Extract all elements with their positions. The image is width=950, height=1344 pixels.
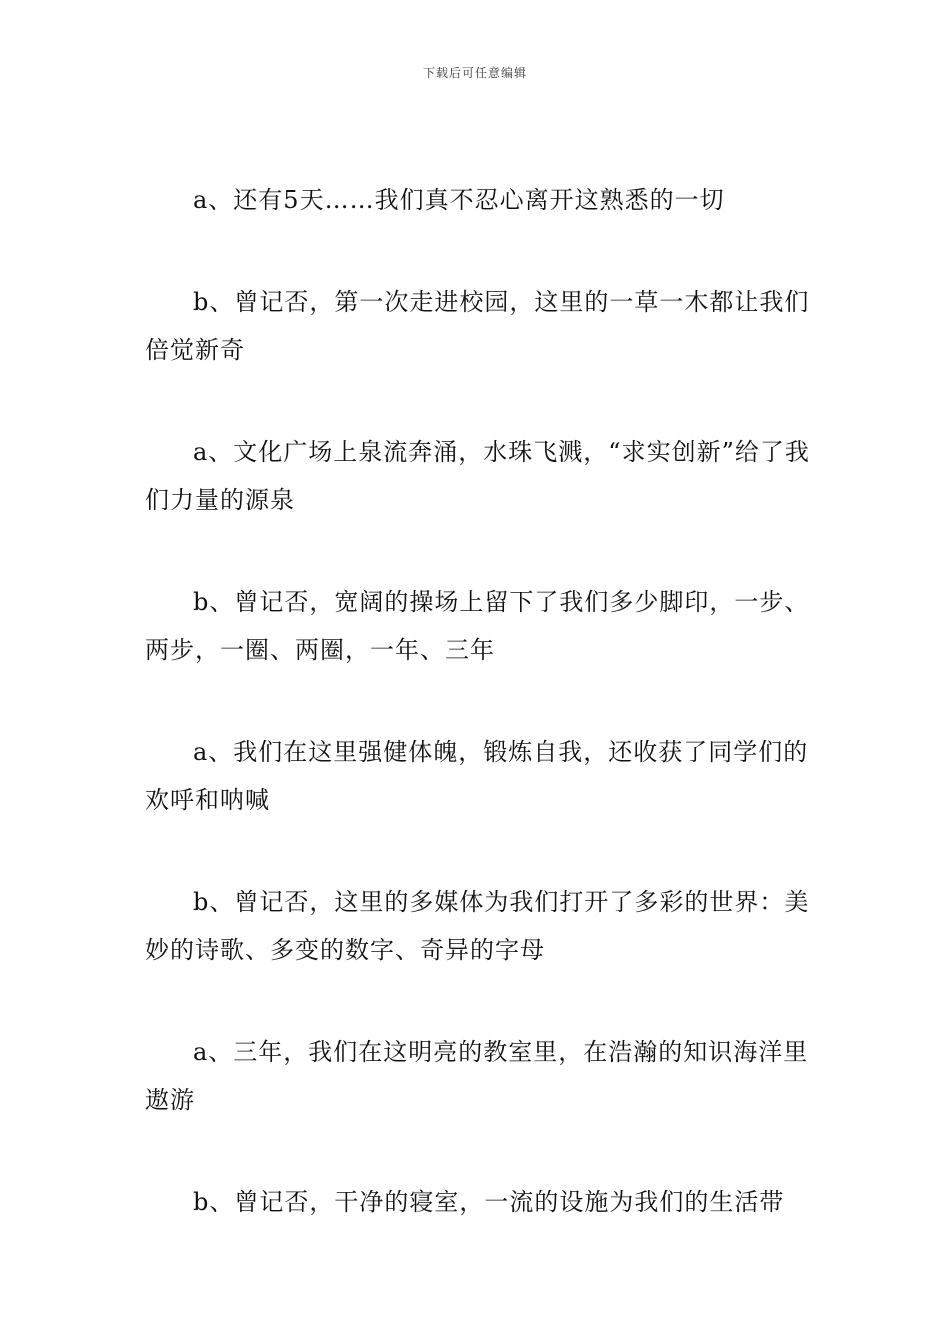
- paragraph-8: b、曾记否，干净的寝室，一流的设施为我们的生活带: [193, 1188, 785, 1216]
- paragraph-2: b、曾记否，第一次走进校园，这里的一草一木都让我们倍觉新奇: [145, 288, 810, 364]
- page-header: 下载后可任意编辑: [422, 66, 527, 80]
- paragraph-3: a、文化广场上泉流奔涌，水珠飞溅，“求实创新”给了我们力量的源泉: [145, 438, 810, 514]
- document-body: [145, 176, 810, 1280]
- paragraph-7: a、三年，我们在这明亮的教室里，在浩瀚的知识海洋里遨游: [145, 1038, 809, 1114]
- paragraph-1: a、还有5天……我们真不忍心离开这熟悉的一切: [193, 186, 725, 214]
- paragraph-4: b、曾记否，宽阔的操场上留下了我们多少脚印，一步、两步，一圈、两圈，一年、三年: [145, 588, 810, 664]
- paragraph-6: b、曾记否，这里的多媒体为我们打开了多彩的世界：美妙的诗歌、多变的数字、奇异的字母: [145, 888, 810, 964]
- paragraph-5: a、我们在这里强健体魄，锻炼自我，还收获了同学们的欢呼和呐喊: [145, 738, 809, 814]
